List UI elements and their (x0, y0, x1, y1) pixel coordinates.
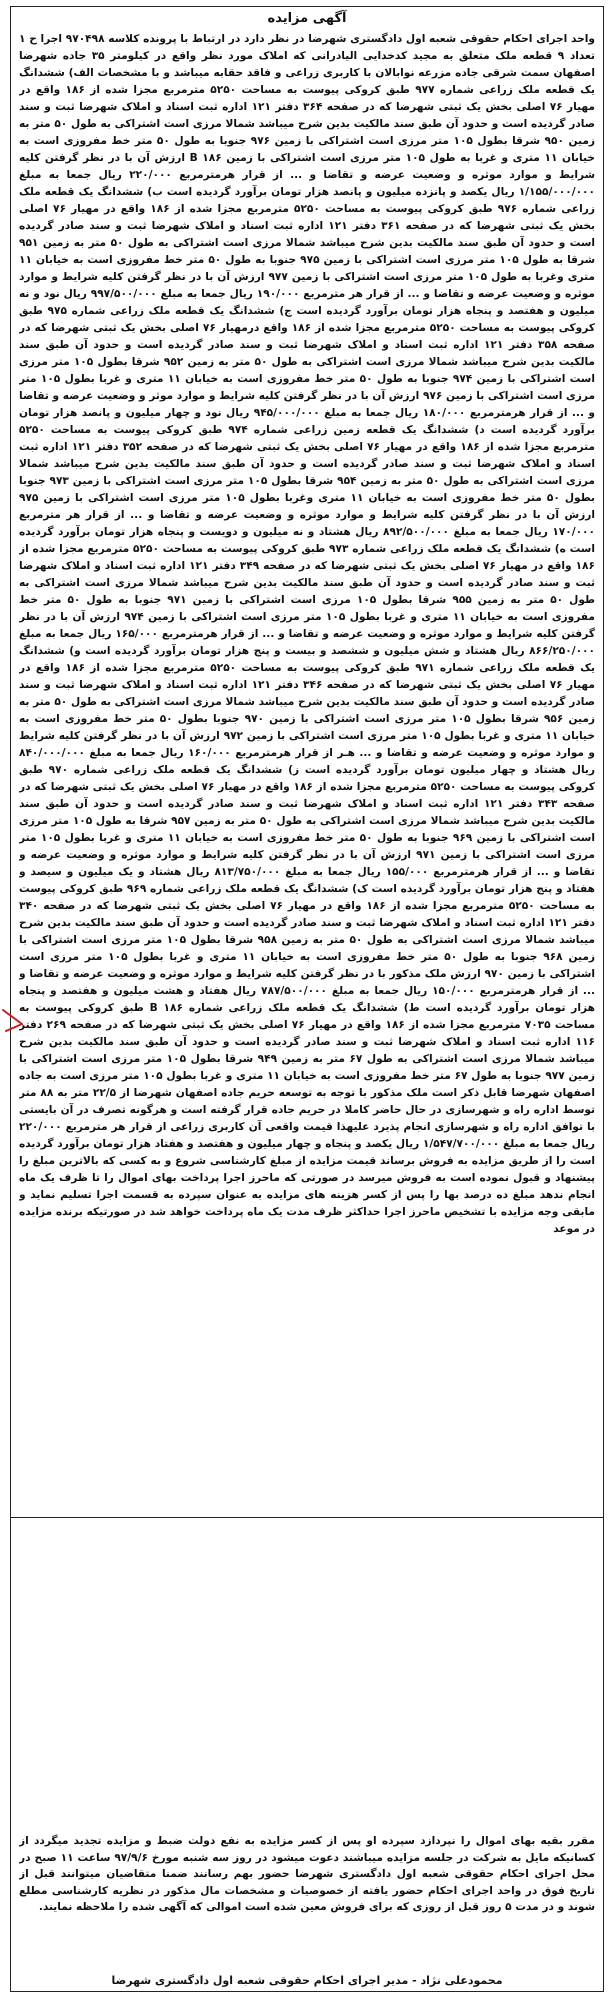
auction-notice (10, 6, 604, 1992)
notice-body-paragraph: واحد اجرای احکام حقوقی شعبه اول دادگستری شهرضا در نظر دارد در ارتباط با پرونده کلاسه ۹۷۰۴۹۸ اجرا ح ۱ تعداد ۹ قطعه ملک متعلق به مجید کدخدایی الیادرانی که املاک مورد نظر واقع در کیلومتر ۳۵ جاده شهرضا اصفهان سمت شرقی جاده مزرعه نوابالان با کاربری زراعی و فاقد حقابه میباشد و با مشخصات الف) ششدانگ یک قطعه ملک زراعی شماره ۹۷۷ طبق کروکی پیوست به مساحت ۵۲۵۰ مترمربع مجزا شده از ۱۸۶ واقع در مهیار ۷۶ اصلی بخش یک ثبتی شهرضا که در صفحه ۳۶۴ دفتر ۱۲۱ اداره ثبت اسناد و املاک شهرضا ثبت و سند صادر گردیده است و حدود آن طبق سند مالکیت بدین شرح میباشد شمالا مرزی است اشتراکی به طول ۵۰ متر به زمین ۹۵۰ شرقا بطول ۱۰۵ متر مرزی است اشتراکی با زمین ۹۷۶ جنوبا به طول ۵۰ متر خط مفروزی است به خیابان ۱۱ متری و غربا به طول ۱۰۵ متر مرزی است اشتراکی با زمین B ۱۸۶ ارزش آن با در نظر گرفتن کلیه شرایط و موارد موثره و وضعیت عرضه و تقاضا و ... از قرار هرمترمربع ۲۲۰/۰۰۰ ریال جمعا به مبلغ ۱/۱۵۵/۰۰۰/۰۰۰ ریال یکصد و پانزده میلیون و پانصد هزار تومان برآورد گردیده است ب) ششدانگ یک قطعه ملک زراعی شماره ۹۷۶ طبق کروکی پیوست به مساحت ۵۲۵۰ مترمربع مجزا شده از ۱۸۶ واقع در مهیار ۷۶ اصلی بخش یک ثبتی شهرضا که در صفحه ۳۶۱ دفتر ۱۲۱ اداره ثبت اسناد و املاک شهرضا ثبت و سند صادر گردیده است و حدود آن طبق سند مالکیت بدین شرح میباشد شمالا مرزی است اشتراکی به طول ۵۰ متر به زمین ۹۵۱ شرقا به طول ۱۰۵ متر مرزی است اشتراکی با زمین ۹۷۵ جنوبا به طول ۵۰ متر خط مفروزی است به خیابان ۱۱ متری وغربا به طول ۱۰۵ متر مرزی است اشتراکی با زمین ۹۷۷ ارزش آن با در نظر گرفتن کلیه شرایط و موارد موثره و وضعیت عرضه و تقاضا و ... از قرار هر مترمربع ۱۹۰/۰۰۰ ریال جمعا به مبلغ ۹۹۷/۵۰۰/۰۰۰ ریال نود و نه میلیون و هفتصد و پنجاه هزار تومان برآورد گردیده است ج) ششدانگ یک قطعه ملک زراعی شماره ۹۷۵ طبق کروکی پیوست به مساحت ۵۲۵۰ مترمربع مجزا شده از ۱۸۶ واقع درمهیار ۷۶ اصلی بخش یک ثبتی شهرضا که در صفحه ۳۵۸ دفتر ۱۲۱ اداره ثبت اسناد و املاک شهرضا ثبت و سند صادر گردیده است و حدود آن طبق سند مالکیت بدین شرح میباشد شمالا مرزی است اشتراکی به طول ۵۰ متر به زمین ۹۵۲ شرقا بطول ۱۰۵ متر مرزی است اشتراکی با زمین ۹۷۴ جنوبا به طول ۵۰ متر خط مفروزی است به خیابان ۱۱ متری و غربا بطول ۱۰۵ متر مرزی است اشتراکی با زمین ۹۷۶ ارزش آن با در نظر گرفتن کلیه شرایط و موارد موثر و وضعیت عرضه و تقاضا و ... از قرار هرمترمربع ۱۸۰/۰۰۰ ریال جمعا به مبلغ ۹۴۵/۰۰۰/۰۰۰ ریال نود و چهار میلیون و پانصد هزار تومان برآورد گردیده است د) ششدانگ یک قطعه زمین زراعی شماره ۹۷۴ طبق کروکی پیوست به مساحت ۵۲۵۰ مترمربع مجزا شده از ۱۸۶ واقع در مهیار ۷۶ اصلی بخش یک ثبتی شهرضا که در صفحه ۳۵۲ دفتر ۱۲۱ اداره ثبت اسناد و املاک شهرضا ثبت و سند صادر گردیده است و حدود آن طبق سند مالکیت بدین شرح میباشد شمالا مرزی است اشتراکی به طول ۵۰ متر به زمین ۹۵۴ شرقا بطول ۱۰۵ متر مرزی است اشتراکی با زمین ۹۷۳ جنوبا بطول ۵۰ متر خط مفروزی است به خیابان ۱۱ متری وغربا بطول ۱۰۵ متر مرزی است اشتراکی با زمین ۹۷۵ ارزش آن با در نظر گرفتن کلیه شرایط و موارد موثره و وضعیت عرضه و تقاضا و ... از قرار هر مترمربع ۱۷۰/۰۰۰ ریال جمعا به مبلغ ۸۹۲/۵۰۰/۰۰۰ ریال هشتاد و نه میلیون و دویست و پنجاه هزار تومان برآورد گردیده است ه) ششدانگ یک قطعه ملک زراعی شماره ۹۷۳ طبق کروکی پیوست به مساحت ۵۲۵۰ مترمربع مجزا شده از ۱۸۶ واقع در مهیار ۷۶ اصلی بخش یک ثبتی شهرضا که در صفحه ۳۴۹ دفتر ۱۲۱ اداره ثبت اسناد و املاک شهرضا ثبت و سند صادر گردیده است و حدود آن طبق سند مالکیت بدین شرح میباشد شمالا مرزی است اشتراکی به طول ۵۰ متر به زمین ۹۵۵ شرقا بطول ۱۰۵ مرزی است اشتراکی با زمین ۹۷۱ جنوبا به طول ۵۰ متر خط مفروزی است به خیابان ۱۱ متری و غربا بطول ۱۰۵ متر مرزی است اشتراکی با زمین ۹۷۴ ارزش آن با در نظر گرفتن کلیه شرایط و موارد موثره و وضعیت عرضه و تقاضا و ... از قرار هرمترمربع ۱۶۵/۰۰۰ ریال جمعا به مبلغ ۸۶۶/۲۵۰/۰۰۰ ریال هشتاد و شش میلیون و ششصد و بیست و پنج هزار تومان برآورد گردیده است و) ششدانگ یک قطعه ملک زراعی شماره ۹۷۱ طبق کروکی پیوست به مساحت ۵۲۵۰ مترمربع مجزا شده از ۱۸۶ واقع در مهیار ۷۶ اصلی بخش یک ثبتی شهرضا که در صفحه ۳۴۶ دفتر ۱۲۱ اداره ثبت اسناد و املاک شهرضا ثبت و سند صادر گردیده است و حدود آن طبق سند مالکیت بدین شرح میباشد شمالا مرزی است اشتراکی به طول ۵۰ متر به زمین ۹۵۶ شرقا بطول ۱۰۵ متر مرزی است اشتراکی با زمین ۹۷۰ جنوبا بطول ۵۰ متر خط مفروزی است به خیابان ۱۱ متری و غربا بطول ۱۰۵ متر مرزی است اشتراکی با زمین ۹۷۲ ارزش آن با در نظر گرفتن کلیه شرایط و موارد موثره و وضعیت عرضه و تقاضا و ... هـر از قرار هرمترمربع ۱۶۰/۰۰۰ ریال جمعا به مبلغ ۸۴۰/۰۰۰/۰۰۰ ریال هشتاد و چهار میلیون تومان برآورد گردیده است ز) ششدانگ یک قطعه ملک زراعی شماره ۹۷۰ طبق کروکی پیوست به مساحت ۵۲۵۰ مترمربع مجزا شده از ۱۸۶ واقع در مهیار ۷۶ اصلی بخش یک ثبتی شهرضا که در صفحه ۳۴۳ دفتر ۱۲۱ اداره ثبت اسناد و املاک شهرضا ثبت و سند صادر گردیده است و حدود آن طبق سند مالکیت بدین شرح میباشد شمالا مرزی است اشتراکی به طول ۵۰ متر به زمین ۹۵۷ شرقا به طول ۱۰۵ متر مرزی است اشتراکی با زمین ۹۶۹ جنوبا به طول ۵۰ متر خط مفروزی است به خیابان ۱۱ متری و غربا بطول ۱۰۵ متر مرزی است اشتراکی با زمین ۹۷۱ ارزش آن با در نظر گرفتن کلیه شرایط و موارد موثره و وضعیت عرضه و تقاضا و ... از قرار هرمترمربع ۱۵۵/۰۰۰ ریال جمعا به مبلغ ۸۱۳/۷۵۰/۰۰۰ ریال هشتاد و یک میلیون و سیصد و هفتاد و پنج هزار تومان برآورد گردیده است ک) ششدانگ یک قطعه ملک زراعی شماره ۹۶۹ طبق کروکی پیوست به مساحت ۵۲۵۰ مترمربع مجزا شده از ۱۸۶ واقع در مهیار ۷۶ اصلی بخش یک ثبتی شهرضا که در صفحه ۳۴۰ دفتر ۱۲۱ اداره ثبت اسناد و املاک شهرضا ثبت و سند صادر گردیده است و حدود آن طبق سند مالکیت بدین شرح میباشد شمالا مرزی است اشتراکی به طول ۵۰ متر به زمین ۹۵۸ شرقا بطول ۱۰۵ متر مرزی است اشتراکی با زمین ۹۶۸ جنوبا به طول ۵۰ متر خط مفروزی است به خیابان ۱۱ متری و غربا بطول ۱۰۵ متر مرزی است اشتراکی با زمین ۹۷۰ ارزش ملک مذکور با در نظر گرفتن کلیه شرایط و موارد موثره و وضعیت عرضه و تقاضا و ... از قرار هرمترمربع ۱۵۰/۰۰۰ ریال جمعا به مبلغ ۷۸۷/۵۰۰/۰۰۰ ریال هفتاد و هشت میلیون و هفتصد و پنجاه هزار تومان برآورد گردیده است ط) ششدانگ یک قطعه ملک زراعی شماره B ۱۸۶ طبق کروکی پیوست به مساحت ۷۰۳۵ مترمربع مجزا شده از ۱۸۶ واقع در مهیار ۷۶ اصلی بخش یک ثبتی شهرضا که در صفحه ۲۶۹ دفتر ۱۱۶ اداره ثبت اسناد و املاک شهرضا ثبت و سند صادر گردیده است و حدود آن طبق سند مالکیت بدین شرح میباشد شمالا مرزی است اشتراکی به طول ۶۷ متر به زمین ۹۴۹ شرقا بطول ۱۰۵ متر مرزی است اشتراکی با زمین ۹۷۷ جنوبا به طول ۶۷ متر خط مفروزی است به خیابان ۱۱ متری و غربا بطول ۱۰۵ متر مرزی است به جاده اصفهان شهرضا قابل ذکر است ملک مذکور با توجه به توسعه حریم جاده اصفهان شهرضا از ۲۲/۵ متر به ۸۸ متر توسط اداره راه و شهرسازی در حال حاضر کاملا در حریم جاده قرار گرفته است و هرگونه تصرف در آن بایستی با توافق اداره راه و شهرسازی انجام پذیرد علیهذا قیمت واقعی آن کاربری زراعی از قرار هر مترمربع ۲۲۰/۰۰۰ ریال جمعا به مبلغ ۱/۵۴۷/۷۰۰/۰۰۰ ریال یکصد و پنجاه و چهار میلیون و هفتصد و هفتاد هزار تومان برآورد گردیده است را از طریق مزایده به فروش برساند قیمت مزایده از مبلغ کارشناسی شروع و به کسی که بالاترین مبلغ را پیشنهاد و قبول نموده است به فروش میرسد در صورتی که ماحرز اجرا پرداخت بهای اموال را تا ظرف یک ماه انجام ندهد مبلغ ده درصد بها را پس از کسر هزینه های مزایده به عنوان سپرده به قسمت اجرا تسلیم نماید و مابقی وجه مزایده با تشخیص ماحرز اجرا حداکثر ظرف مدت یک ماه پرداخت خواهد شد در صورتیکه برنده مزایده در موعد (19, 33, 595, 1235)
notice-title: آگهی مزایده (267, 11, 347, 26)
red-pen-mark (0, 1006, 26, 1034)
notice-signature: محمودعلی نژاد - مدیر اجرای احکام حقوقی شعبه اول دادگستری شهرضا (111, 1974, 503, 1987)
notice-footer-paragraph: مقرر بقیه بهای اموال را نپردازد سپرده او پس از کسر مزایده به نفع دولت ضبط و مزایده تجدید میگردد از کسانیکه مایل به شرکت در جلسه مزایده میباشند دعوت میشود در روز سه شنبه مورخ ۹۷/۹/۶ ساعت ۱۱ صبح در محل اجرای احکام حقوقی شعبه اول دادگستری شهرضا حضور بهم رسانند ضمنا متقاضیان میتوانند قبل از تاریخ فوق در واحد اجرای احکام حضور یافته از خصوصیات و مشخصات مال مذکور در نظریه کارشناسی مطلع شوند و در مدت ۵ روز قبل از روزی که برای فروش معین شده است اموالی که آگهی شده را ملاحظه نمایند. (19, 1835, 595, 1913)
notice-body (19, 31, 595, 1509)
notice-footer (19, 1833, 595, 1983)
section-divider (11, 1517, 603, 1518)
